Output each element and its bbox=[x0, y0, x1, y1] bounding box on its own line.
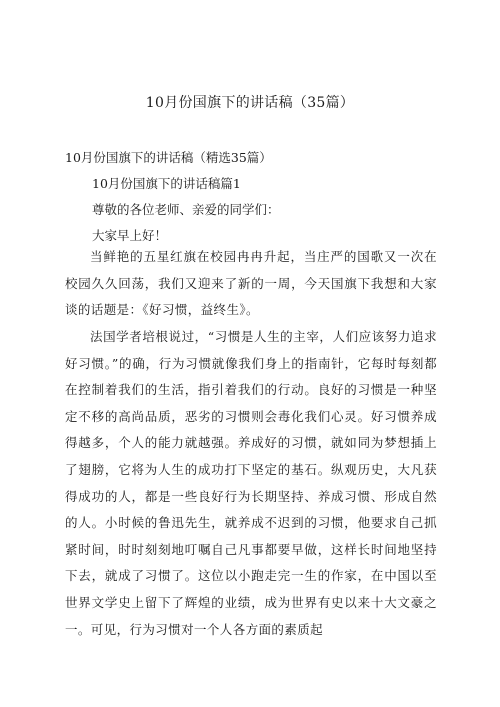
section-heading: 10月份国旗下的讲话稿篇1 bbox=[92, 176, 241, 191]
collection-heading: 10月份国旗下的讲话稿（精选35篇） bbox=[65, 150, 272, 165]
salutation: 大家早上好！ bbox=[92, 228, 168, 243]
document-title: 10月份国旗下的讲话稿（35篇） bbox=[145, 95, 355, 111]
body-paragraph: 法国学者培根说过，“习惯是人生的主宰，人们应该努力追求好习惯。”的确，行为习惯就像我们身上的指南针，它每时每刻都在控制着我们的生活，指引着我们的行动。良好的习惯是一种坚定不移的高尚品质，恶劣的习惯则会毒化我们心灵。好习惯养成得越多，个人的能力就越强。养成好的习惯，就如同为梦想插上了翅膀，它将为人生的成功打下坚定的基石。纵观历史，大凡获得成功的人，都是一些良好行为长期坚持、养成习惯、形成自然的人。小时候的鲁迅先生，就养成不迟到的习惯，他要求自己抓紧时间，时时刻刻地叮嘱自己凡事都要早做，这样长时间地坚持下去，就成了习惯了。这位以小跑走完一生的作家，在中国以至世界文学史上留下了辉煌的业绩，成为世界有史以来十大文豪之一。可见，行为习惯对一个人各方面的素质起 bbox=[65, 329, 437, 637]
greeting: 尊敬的各位老师、亲爱的同学们： bbox=[92, 202, 280, 217]
body-paragraph: 当鲜艳的五星红旗在校园冉冉升起，当庄严的国歌又一次在校园久久回荡，我们又迎来了新的一周，今天国旗下我想和大家谈的话题是：《好习惯，益终生》。 bbox=[65, 249, 437, 318]
